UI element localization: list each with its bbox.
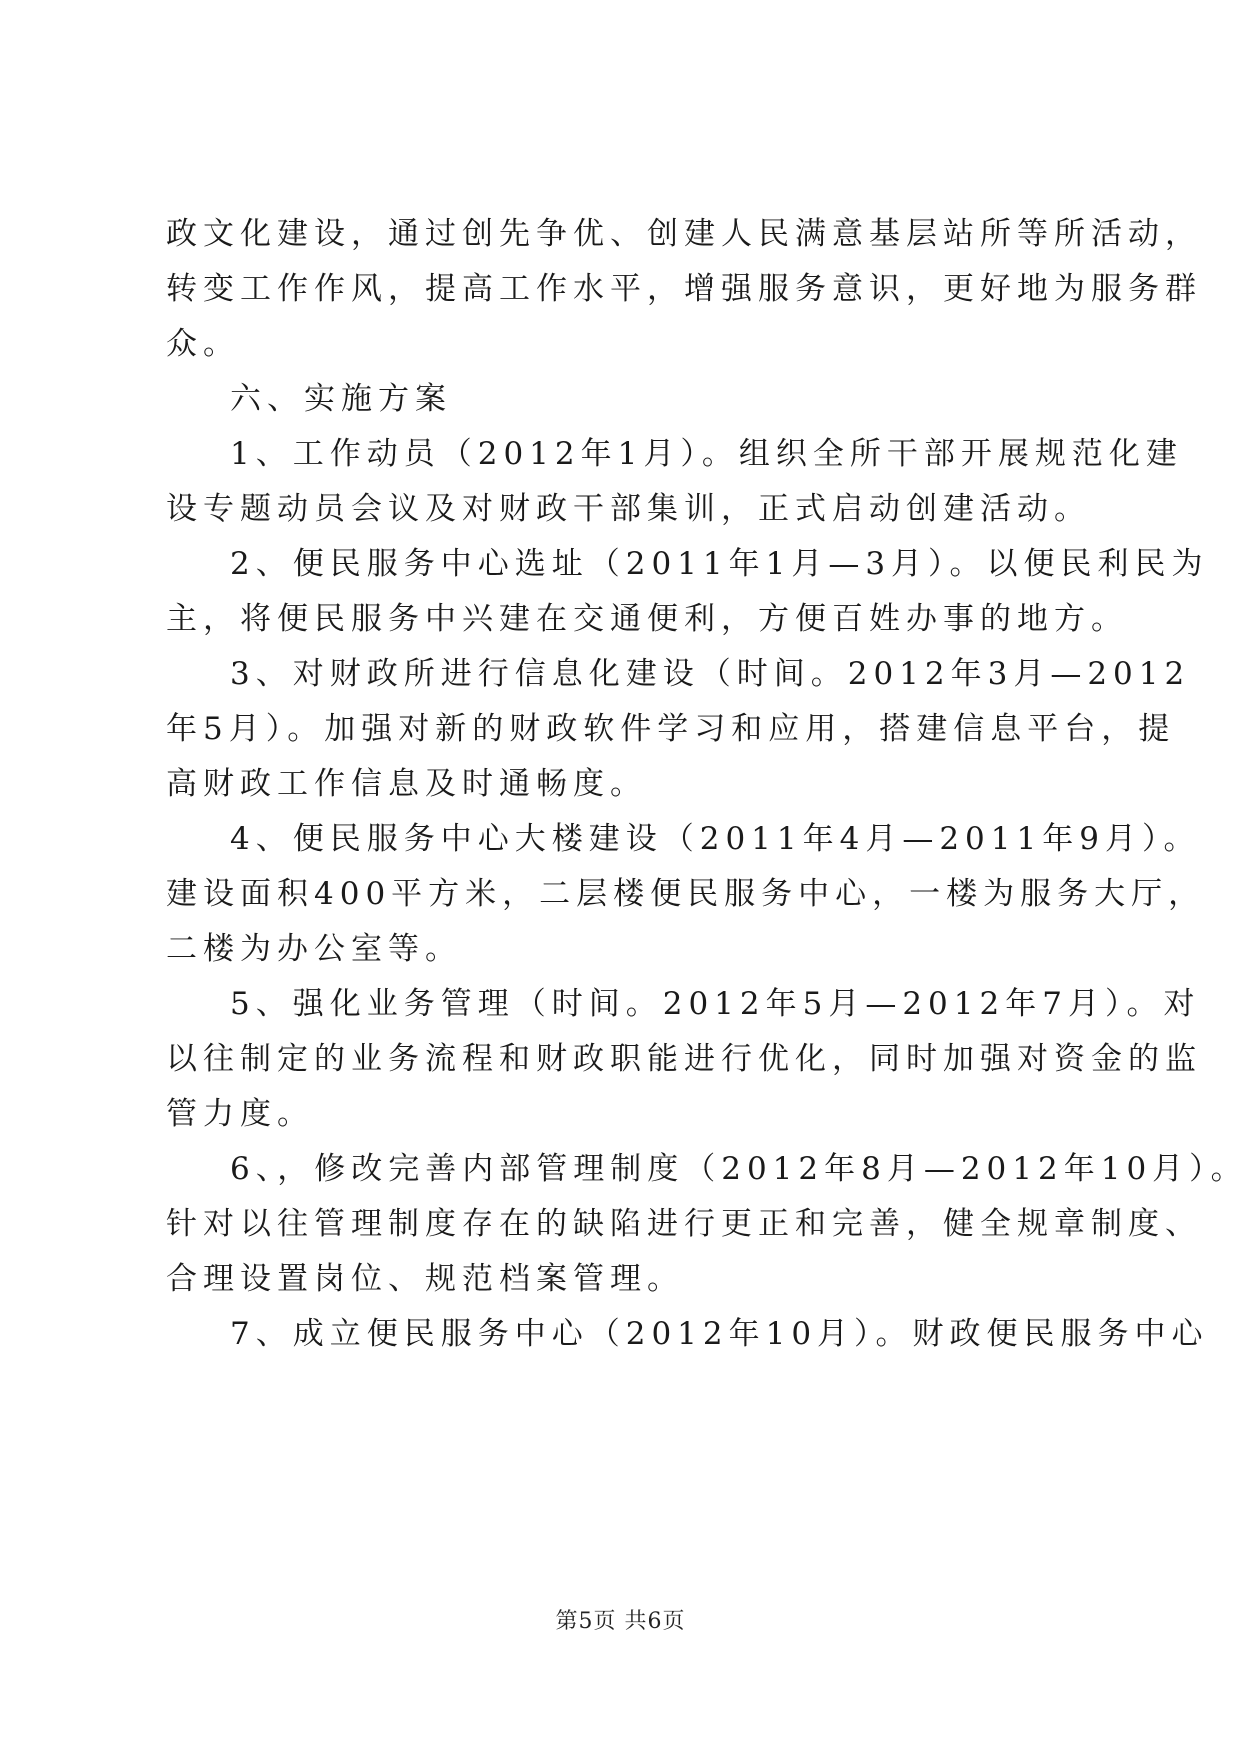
paragraph-line: 3、对财政所进行信息化建设（时间。2012年3月—2012	[230, 656, 1191, 692]
paragraph-line: 转变工作作风，提高工作水平，增强服务意识，更好地为服务群	[166, 271, 1202, 307]
paragraph-line: 4、便民服务中心大楼建设（2011年4月—2011年9月）。	[230, 821, 1201, 857]
paragraph-line: 合理设置岗位、规范档案管理。	[166, 1261, 684, 1297]
paragraph-line: 针对以往管理制度存在的缺陷进行更正和完善，健全规章制度、	[166, 1206, 1202, 1242]
paragraph-line: 5、强化业务管理（时间。2012年5月—2012年7月）。对	[230, 986, 1201, 1022]
section-heading: 六、实施方案	[230, 381, 452, 417]
paragraph-line: 众。	[166, 326, 240, 362]
paragraph-line: 政文化建设，通过创先争优、创建人民满意基层站所等所活动，	[166, 216, 1202, 252]
paragraph-line: 7、成立便民服务中心（2012年10月）。财政便民服务中心	[230, 1316, 1209, 1352]
paragraph-line: 高财政工作信息及时通畅度。	[166, 766, 647, 802]
page-number-footer: 第5页 共6页	[555, 1609, 686, 1634]
paragraph-line: 设专题动员会议及对财政干部集训，正式启动创建活动。	[166, 491, 1091, 527]
paragraph-line: 主，将便民服务中兴建在交通便利，方便百姓办事的地方。	[166, 601, 1128, 637]
paragraph-line: 管力度。	[166, 1096, 314, 1132]
paragraph-line: 6、，修改完善内部管理制度（2012年8月—2012年10月）。	[230, 1151, 1248, 1187]
paragraph-line: 1、工作动员（2012年1月）。组织全所干部开展规范化建	[230, 436, 1183, 472]
paragraph-line: 年5月）。加强对新的财政软件学习和应用，搭建信息平台，提	[166, 711, 1176, 747]
paragraph-line: 建设面积400平方米，二层楼便民服务中心，一楼为服务大厅，	[166, 876, 1206, 912]
paragraph-line: 2、便民服务中心选址（2011年1月—3月）。以便民利民为	[230, 546, 1209, 582]
paragraph-line: 二楼为办公室等。	[166, 931, 462, 967]
paragraph-line: 以往制定的业务流程和财政职能进行优化，同时加强对资金的监	[166, 1041, 1202, 1077]
